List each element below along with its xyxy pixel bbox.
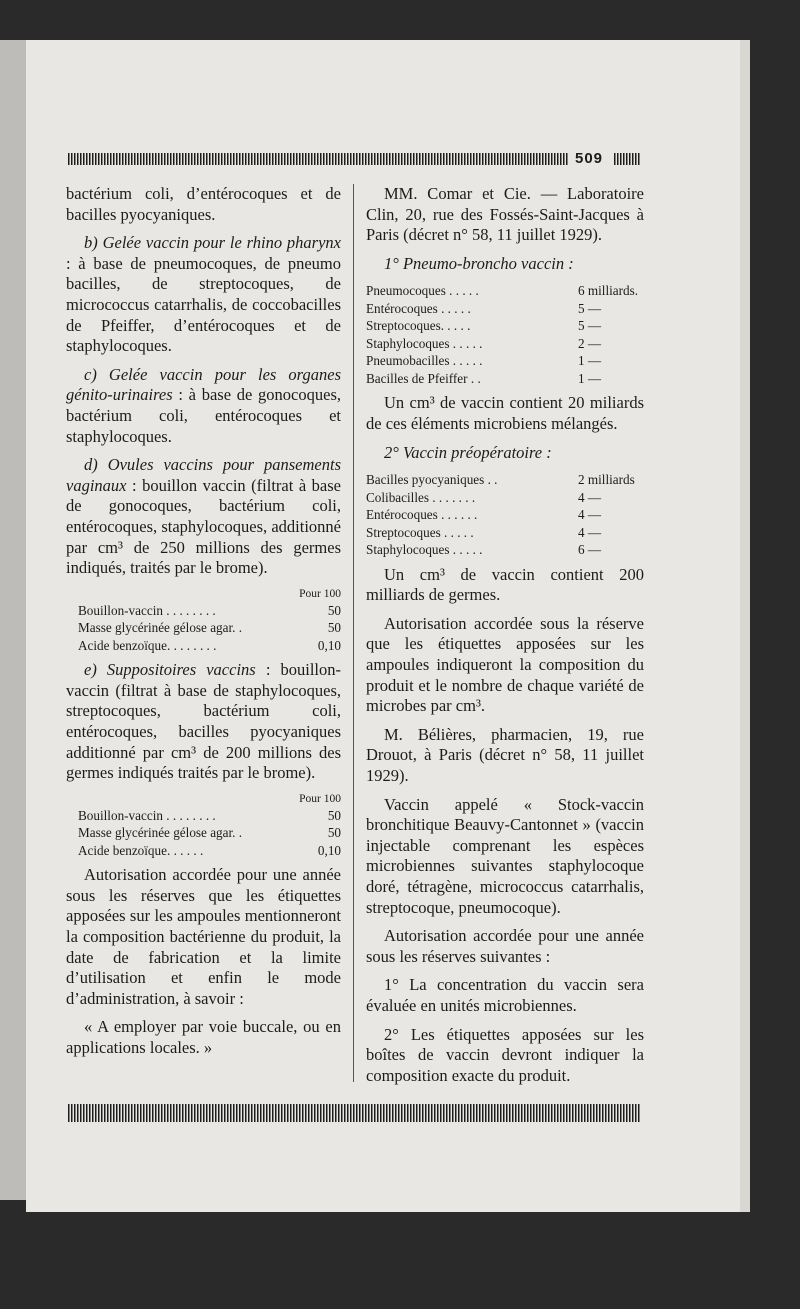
row-name: Bacilles pyocyaniques . . bbox=[366, 472, 498, 488]
row-value: 50 bbox=[327, 825, 341, 841]
row-name: Bacilles de Pfeiffer . . bbox=[366, 370, 481, 386]
table-row bbox=[366, 352, 644, 370]
table-row bbox=[78, 824, 341, 842]
paragraph-vaccine-1: Un cm³ de vaccin contient 20 miliards de ces éléments microbiens mélangés. bbox=[366, 393, 644, 433]
item-label: d) Ovules vaccins pour pansements vaginaux bbox=[66, 455, 341, 495]
row-name: Entérocoques . . . . . . bbox=[366, 507, 478, 523]
table-row bbox=[366, 524, 644, 542]
item-text: : à base de gonocoques, bactérium coli, entérocoques et staphylocoques. bbox=[66, 385, 341, 446]
item-text: : bouillon vaccin (filtrat à base de gonocoques, bactérium coli, entérocoques, staphylocoques, additionné par cm³ de 250 millions des germes indiqués, traités par le brome). bbox=[66, 475, 341, 578]
vaccine-2-title bbox=[366, 443, 644, 464]
paragraph-e bbox=[66, 660, 341, 784]
table-row bbox=[78, 637, 341, 655]
paragraph-b bbox=[66, 233, 341, 357]
vaccine-title-text: 1° Pneumo-broncho vaccin : bbox=[384, 253, 574, 273]
table-row bbox=[78, 619, 341, 637]
row-name: Streptocoques. . . . . bbox=[366, 318, 471, 334]
header-rule-left bbox=[68, 153, 568, 165]
row-value: 1 — bbox=[578, 370, 602, 386]
row-value: 50 bbox=[327, 620, 341, 636]
left-column bbox=[66, 184, 341, 1067]
table-row bbox=[366, 317, 644, 335]
item-label: e) Suppositoires vaccins bbox=[84, 660, 256, 680]
paragraph-laboratoire: MM. Comar et Cie. — Laboratoire Clin, 20, rue des Fossés-Saint-Jacques à Paris (décret n° 58, 11 juillet 1929). bbox=[366, 184, 644, 245]
row-name: Staphylocoques . . . . . bbox=[366, 335, 483, 351]
row-name: Entérocoques . . . . . bbox=[366, 300, 471, 316]
row-value: 1 — bbox=[578, 353, 602, 369]
row-value: 0,10 bbox=[317, 637, 341, 653]
table-row bbox=[366, 541, 644, 559]
paragraph-quote: « A employer par voie buccale, ou en applications locales. » bbox=[66, 1017, 341, 1057]
table-row bbox=[366, 471, 644, 489]
table-row bbox=[366, 335, 644, 353]
item-text: : à base de pneumocoques, de pneumo bacilles, de streptocoques, de micrococcus catarrhalis, de coccobacilles de Pfeiffer, d’entérocoques et de staphylocoques. bbox=[66, 253, 341, 356]
header-rule-right bbox=[614, 153, 640, 165]
row-value: 50 bbox=[327, 807, 341, 823]
paragraph-d bbox=[66, 455, 341, 579]
row-value: 6 — bbox=[578, 542, 602, 558]
table-row bbox=[366, 282, 644, 300]
row-value: 4 — bbox=[578, 524, 602, 540]
row-name: Bouillon-vaccin . . . . . . . . bbox=[78, 602, 216, 618]
vaccine-table-1 bbox=[366, 282, 644, 387]
item-text: : bouillon-vaccin (filtrat à base de staphylocoques, streptocoques, bactérium coli, entérocoques, bacilles pyocyaniques additionné par cm³ de 200 millions des germes indiqués traités par le brome). bbox=[66, 660, 341, 783]
item-label: c) Gelée vaccin pour les organes génito-urinaires bbox=[66, 364, 341, 405]
column-divider bbox=[353, 184, 354, 1082]
item-label: b) Gelée vaccin pour le rhino pharynx bbox=[84, 233, 341, 253]
table-row bbox=[366, 370, 644, 388]
row-value: 5 — bbox=[578, 318, 602, 334]
row-name: Pneumocoques . . . . . bbox=[366, 283, 479, 299]
row-value: 0,10 bbox=[317, 842, 341, 858]
row-value: 4 — bbox=[578, 507, 602, 523]
row-name: Bouillon-vaccin . . . . . . . . bbox=[78, 807, 216, 823]
vaccine-table-2 bbox=[366, 471, 644, 559]
row-value: 2 — bbox=[578, 335, 602, 351]
table-row bbox=[78, 842, 341, 860]
row-name: Pneumobacilles . . . . . bbox=[366, 353, 483, 369]
row-value: 5 — bbox=[578, 300, 602, 316]
paragraph-belieres: M. Bélières, pharmacien, 19, rue Drouot, à Paris (décret n° 58, 11 juillet 1929). bbox=[366, 724, 644, 785]
paragraph-c bbox=[66, 365, 341, 447]
composition-table-2 bbox=[66, 792, 341, 860]
paragraph-vaccine-2: Un cm³ de vaccin contient 200 milliards de germes. bbox=[366, 564, 644, 605]
paragraph-authorisation-2: Autorisation accordée sous la réserve que les étiquettes apposées sur les ampoules indiqueront la composition du produit et le nombre de chaque variété de microbes par cm³. bbox=[366, 613, 644, 716]
table-row bbox=[366, 300, 644, 318]
right-column bbox=[366, 184, 644, 1094]
row-value: 6 milliards. bbox=[578, 283, 639, 299]
row-name: Masse glycérinée gélose agar. . bbox=[78, 825, 243, 841]
paragraph-stock-vaccin: Vaccin appelé « Stock-vaccin bronchitique Beauvy-Cantonnet » (vaccin injectable comprenant les espèces microbiennes suivantes staphylocoque doré, tétragène, micrococcus catarrhalis, streptocoque, pneumocoque). bbox=[366, 794, 644, 917]
paragraph-authorisation-3: Autorisation accordée pour une année sous les réserves suivantes : bbox=[366, 926, 644, 966]
paragraph-condition-2: 2° Les étiquettes apposées sur les boîtes de vaccin devront indiquer la composition exacte du produit. bbox=[366, 1024, 644, 1085]
row-value: 4 — bbox=[578, 489, 602, 505]
composition-table-1 bbox=[66, 587, 341, 655]
paragraph-authorisation: Autorisation accordée pour une année sous les réserves que les étiquettes apposées sur les ampoules mentionneront la composition bactérienne du produit, la date de fabrication et la limite d’utilisation et enfin le mode d’administration, à savoir : bbox=[66, 865, 341, 1008]
table-row bbox=[78, 807, 341, 825]
table-head: Pour 100 bbox=[299, 587, 341, 600]
row-name: Colibacilles . . . . . . . bbox=[366, 489, 476, 505]
vaccine-1-title bbox=[366, 254, 644, 275]
paragraph: bactérium coli, d’entérocoques et de bacilles pyocyaniques. bbox=[66, 184, 341, 224]
table-row bbox=[366, 506, 644, 524]
row-name: Staphylocoques . . . . . bbox=[366, 542, 483, 558]
footer-rule bbox=[68, 1104, 640, 1122]
row-value: 50 bbox=[327, 602, 341, 618]
row-name: Masse glycérinée gélose agar. . bbox=[78, 620, 243, 636]
facing-page-edge bbox=[0, 40, 26, 1200]
table-row bbox=[366, 489, 644, 507]
row-name: Acide benzoïque. . . . . . bbox=[78, 842, 204, 858]
row-value: 2 milliards bbox=[578, 472, 635, 488]
page-number: 509 bbox=[575, 150, 604, 167]
table-head: Pour 100 bbox=[299, 792, 341, 805]
paragraph-condition-1: 1° La concentration du vaccin sera évaluée en unités microbiennes. bbox=[366, 975, 644, 1015]
vaccine-title-text: 2° Vaccin préopératoire : bbox=[384, 442, 552, 462]
row-name: Acide benzoïque. . . . . . . . bbox=[78, 637, 217, 653]
page-edge bbox=[740, 40, 750, 1212]
row-name: Streptocoques . . . . . bbox=[366, 524, 474, 540]
table-row bbox=[78, 602, 341, 620]
